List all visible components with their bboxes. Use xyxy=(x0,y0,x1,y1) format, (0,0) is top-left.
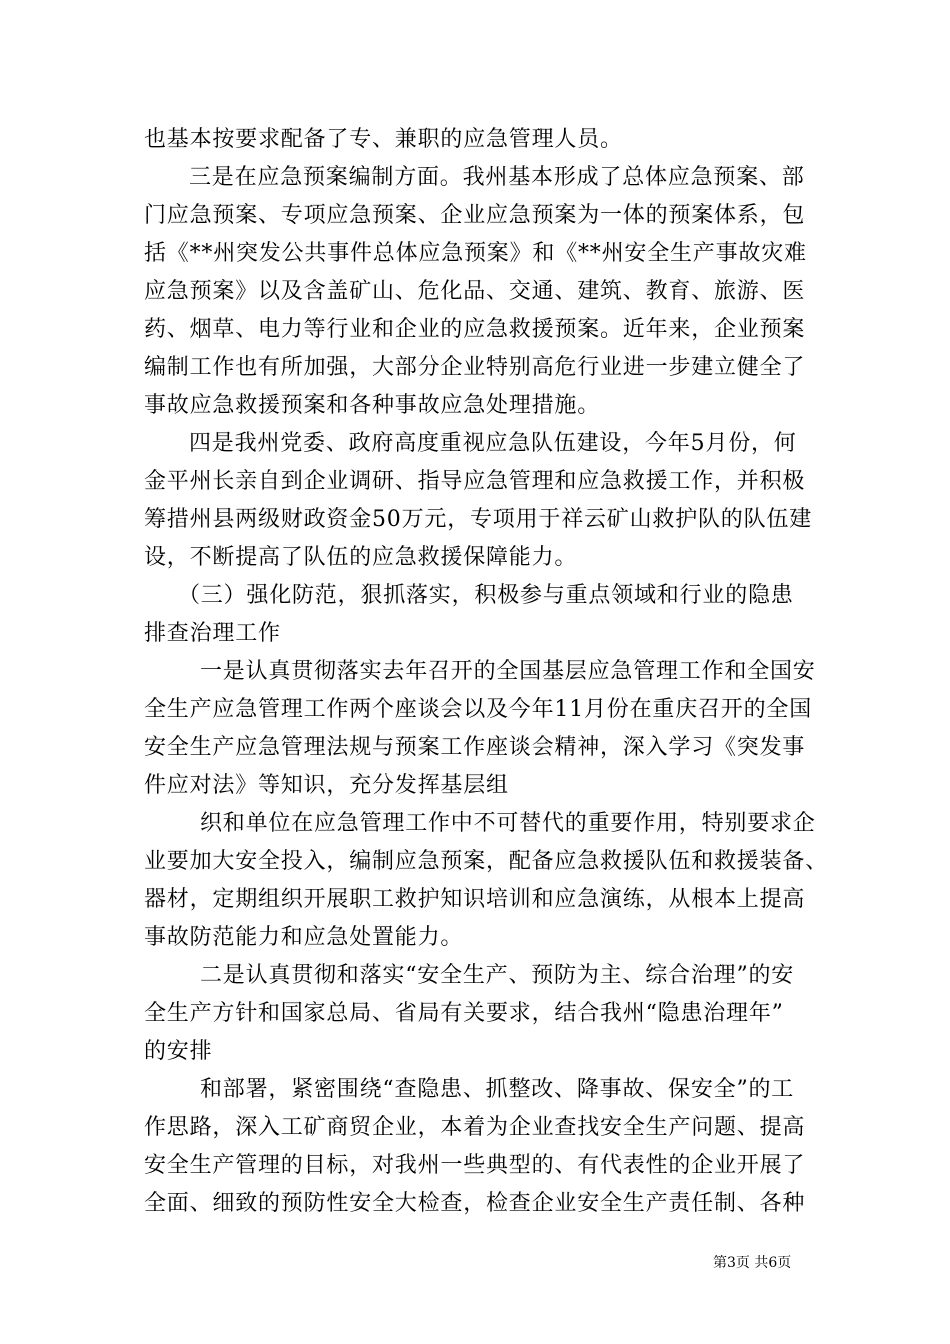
text-line: 编制工作也有所加强，大部分企业特别高危行业进一步建立健全了 xyxy=(144,355,806,380)
text-line: 设，不断提高了队伍的应急救援保障能力。 xyxy=(144,545,578,570)
text-line: 的安排 xyxy=(144,1039,213,1064)
text-line: 器材，定期组织开展职工救护知识培训和应急演练，从根本上提高 xyxy=(144,887,806,912)
text-line: 一是认真贯彻落实去年召开的全国基层应急管理工作和全国安 xyxy=(200,659,816,684)
text-line: 织和单位在应急管理工作中不可替代的重要作用，特别要求企 xyxy=(200,811,816,836)
text-line: 括《**州突发公共事件总体应急预案》和《**州安全生产事故灾难 xyxy=(144,241,807,266)
text-line: 三是在应急预案编制方面。我州基本形成了总体应急预案、部 xyxy=(189,165,805,190)
text-line: 作思路，深入工矿商贸企业，本着为企业查找安全生产问题、提高 xyxy=(144,1115,806,1140)
text-line: 业要加大安全投入，编制应急预案，配备应急救援队伍和救援装备、 xyxy=(144,849,829,874)
text-line: 金平州长亲自到企业调研、指导应急管理和应急救援工作，并积极 xyxy=(144,469,806,494)
text-line: 全面、细致的预防性安全大检查，检查企业安全生产责任制、各种 xyxy=(144,1191,806,1216)
text-line: 筹措州县两级财政资金50万元，专项用于祥云矿山救护队的队伍建 xyxy=(144,507,812,532)
text-line: 全生产方针和国家总局、省局有关要求，结合我州“隐患治理年” xyxy=(144,1001,784,1026)
text-line: 也基本按要求配备了专、兼职的应急管理人员。 xyxy=(144,127,623,152)
text-line: 件应对法》等知识，充分发挥基层组 xyxy=(144,773,509,798)
text-line: 四是我州党委、政府高度重视应急队伍建设，今年5月份，何 xyxy=(189,431,797,456)
section-heading: 排查治理工作 xyxy=(144,621,281,646)
text-line: 二是认真贯彻和落实“安全生产、预防为主、综合治理”的安 xyxy=(200,963,795,988)
text-line: 安全生产管理的目标，对我州一些典型的、有代表性的企业开展了 xyxy=(144,1153,806,1178)
text-line: 安全生产应急管理法规与预案工作座谈会精神，深入学习《突发事 xyxy=(144,735,806,760)
text-line: 全生产应急管理工作两个座谈会以及今年11月份在重庆召开的全国 xyxy=(144,697,812,722)
text-line: 应急预案》以及含盖矿山、危化品、交通、建筑、教育、旅游、医 xyxy=(144,279,806,304)
section-heading: （三）强化防范，狠抓落实，积极参与重点领域和行业的隐患 xyxy=(178,583,794,608)
page-number: 第3页 共6页 xyxy=(713,1255,792,1271)
text-line: 事故应急救援预案和各种事故应急处理措施。 xyxy=(144,393,601,418)
text-line: 和部署，紧密围绕“查隐患、抓整改、降事故、保安全”的工 xyxy=(200,1077,795,1102)
text-line: 门应急预案、专项应急预案、企业应急预案为一体的预案体系，包 xyxy=(144,203,806,228)
text-line: 药、烟草、电力等行业和企业的应急救援预案。近年来，企业预案 xyxy=(144,317,806,342)
text-line: 事故防范能力和应急处置能力。 xyxy=(144,925,464,950)
